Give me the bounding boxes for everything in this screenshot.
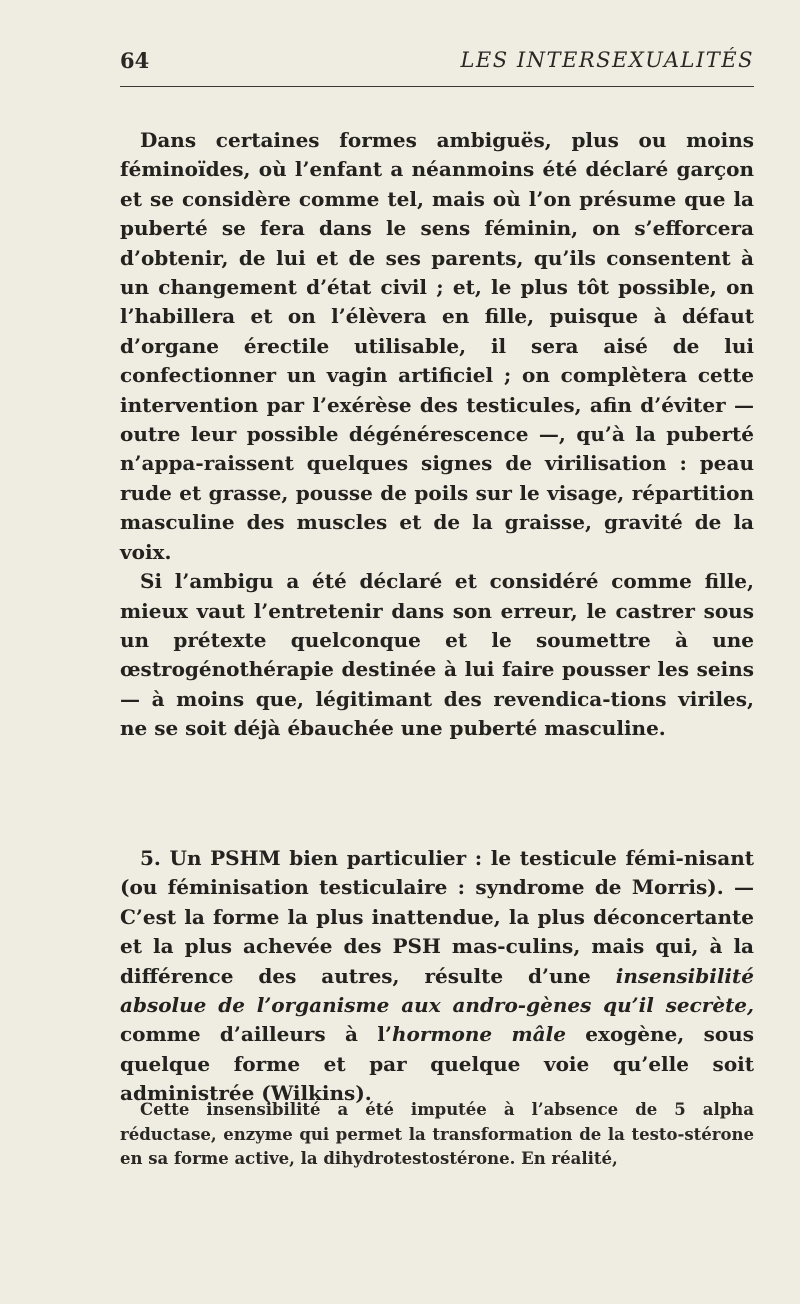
section-paragraph [120, 844, 754, 1109]
note-text [120, 1098, 754, 1172]
paragraph-2: Si l’ambigu a été déclaré et considéré comme fille, mieux vaut l’entretenir dans son erreur, le castrer sous un prétexte quelconque et le soumettre à une œstrogénothérapie destinée à lui faire pousser les seins — à moins que, légitimant des revendica-tions viriles, ne se soit déjà ébauchée une puberté masculine. [120, 569, 754, 741]
running-title: LES INTERSEXUALITÉS [460, 48, 754, 72]
page-number: 64 [120, 48, 150, 73]
header-rule [120, 86, 754, 87]
section-text-1: — C’est la forme la plus inattendue, la plus déconcertante et la plus achevée des PSH mas-culins, mais qui, à la différence des autres, résulte d’une [120, 875, 755, 988]
section-5 [120, 844, 754, 1109]
section-emphasis-1: insensibilité absolue de l’organisme aux andro-gènes qu’il secrète, [120, 963, 754, 1018]
section-heading: 5. Un PSHM bien particulier : le testicule fémi-nisant (ou féminisation testiculaire : syndrome de Morris). [120, 846, 754, 900]
section-text-3: exogène, sous quelque forme et par quelque voie qu’elle soit administrée (Wilkins). [120, 1022, 754, 1106]
page-header [120, 46, 754, 80]
paragraph-1: Dans certaines formes ambiguës, plus ou moins féminoïdes, où l’enfant a néanmoins été déclaré garçon et se considère comme tel, mais où l’on présume que la puberté se fera dans le sens féminin, on s’efforcera d’obtenir, de lui et de ses parents, qu’ils consentent à un changement d’état civil ; et, le plus tôt possible, on l’habillera et on l’élèvera en fille, puisque à défaut d’organe érectile utilisable, il sera aisé de lui confectionner un vagin artificiel ; on complètera cette intervention par l’exérèse des testicules, afin d’éviter — outre leur possible dégénérescence —, qu’à la puberté n’appa-raissent quelques signes de virilisation : peau rude et grasse, pousse de poils sur le visage, répartition masculine des muscles et de la graisse, gravité de la voix. [120, 128, 754, 564]
section-emphasis-2: hormone mâle [391, 1022, 566, 1047]
main-text [120, 126, 754, 744]
section-text-2: comme d’ailleurs à l’ [120, 1022, 392, 1047]
note-paragraph: Cette insensibilité a été imputée à l’absence de 5 alpha réductase, enzyme qui permet la transformation de la testo-stérone en sa forme active, la dihydrotestostérone. En réalité, [120, 1100, 754, 1168]
